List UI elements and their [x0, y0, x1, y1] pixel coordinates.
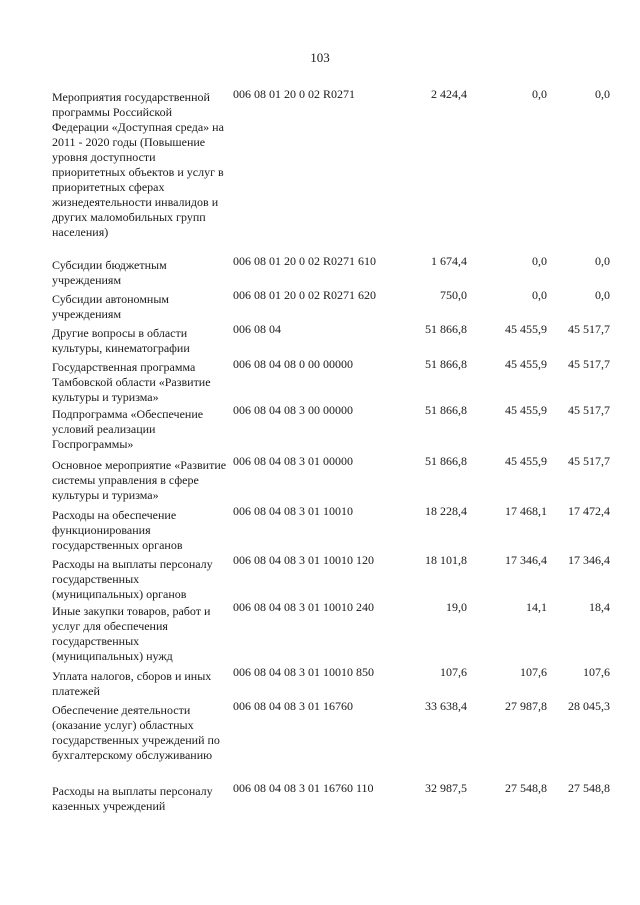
- row-value-1: 750,0: [440, 288, 467, 302]
- row-value-2: 45 455,9: [505, 322, 547, 336]
- row-value-1: 1 674,4: [431, 254, 467, 268]
- row-value-1: 51 866,8: [425, 322, 467, 336]
- row-value-1: 51 866,8: [425, 357, 467, 371]
- row-value-2: 45 455,9: [505, 454, 547, 468]
- page-number: 103: [310, 50, 330, 65]
- row-value-1: 32 987,5: [425, 781, 467, 795]
- row-code: 006 08 04 08 3 01 00000: [233, 454, 353, 468]
- row-value-3: 17 346,4: [568, 553, 610, 567]
- row-value-1: 2 424,4: [431, 87, 467, 101]
- row-code: 006 08 04 08 3 01 16760 110: [233, 781, 374, 795]
- row-code: 006 08 04 08 3 01 10010 850: [233, 665, 374, 679]
- row-value-1: 51 866,8: [425, 403, 467, 417]
- row-value-2: 45 455,9: [505, 357, 547, 371]
- row-value-3: 18,4: [589, 600, 610, 614]
- row-value-3: 0,0: [595, 254, 610, 268]
- row-value-2: 17 468,1: [505, 504, 547, 518]
- row-value-1: 18 228,4: [425, 504, 467, 518]
- row-description: Обеспечение деятельности (оказание услуг) областных государственных учреждений по бухгалтерскому обслуживанию: [52, 703, 220, 762]
- row-value-2: 0,0: [532, 87, 547, 101]
- row-code: 006 08 04 08 3 01 10010 120: [233, 553, 374, 567]
- row-value-2: 27 548,8: [505, 781, 547, 795]
- row-value-3: 17 472,4: [568, 504, 610, 518]
- row-description: Уплата налогов, сборов и иных платежей: [52, 669, 212, 698]
- row-code: 006 08 04: [233, 322, 281, 336]
- row-code: 006 08 04 08 0 00 00000: [233, 357, 353, 371]
- row-description: Иные закупки товаров, работ и услуг для обеспечения государственных (муниципальных) нужд: [52, 604, 211, 663]
- row-description: Другие вопросы в области культуры, кинематографии: [52, 326, 190, 355]
- row-value-2: 45 455,9: [505, 403, 547, 417]
- row-code: 006 08 01 20 0 02 R0271 620: [233, 288, 377, 302]
- row-value-1: 107,6: [440, 665, 467, 679]
- row-value-1: 18 101,8: [425, 553, 467, 567]
- row-code: 006 08 04 08 3 01 16760: [233, 699, 353, 713]
- row-description: Расходы на обеспечение функционирования государственных органов: [52, 508, 183, 552]
- row-value-3: 45 517,7: [568, 357, 610, 371]
- row-value-1: 33 638,4: [425, 699, 467, 713]
- row-code: 006 08 01 20 0 02 R0271: [233, 87, 356, 101]
- row-value-2: 107,6: [520, 665, 547, 679]
- row-value-2: 0,0: [532, 254, 547, 268]
- row-code: 006 08 04 08 3 00 00000: [233, 403, 353, 417]
- row-value-3: 27 548,8: [568, 781, 610, 795]
- row-value-2: 27 987,8: [505, 699, 547, 713]
- row-value-3: 0,0: [595, 288, 610, 302]
- row-value-3: 0,0: [595, 87, 610, 101]
- row-description: Субсидии автономным учреждениям: [52, 292, 169, 321]
- row-value-3: 45 517,7: [568, 454, 610, 468]
- row-description: Расходы на выплаты персоналу государственных (муниципальных) органов: [52, 557, 213, 601]
- row-description: Субсидии бюджетным учреждениям: [52, 258, 167, 287]
- row-description: Основное мероприятие «Развитие системы управления в сфере культуры и туризма»: [52, 458, 227, 502]
- row-value-1: 19,0: [446, 600, 467, 614]
- row-description: Расходы на выплаты персоналу казенных учреждений: [52, 784, 213, 813]
- row-description: Государственная программа Тамбовской области «Развитие культуры и туризма»: [52, 360, 211, 404]
- row-code: 006 08 01 20 0 02 R0271 610: [233, 254, 377, 268]
- row-code: 006 08 04 08 3 01 10010 240: [233, 600, 374, 614]
- row-code: 006 08 04 08 3 01 10010: [233, 504, 353, 518]
- row-description: Мероприятия государственной программы Российской Федерации «Доступная среда» на 2011 - 2020 годы (Повышение уровня доступности приоритетных объектов и услуг в приоритетных сферах жизнедеятельности инвалидов и других маломобильных групп населения): [52, 90, 224, 239]
- row-description: Подпрограмма «Обеспечение условий реализации Госпрограммы»: [52, 407, 204, 451]
- row-value-2: 0,0: [532, 288, 547, 302]
- row-value-2: 14,1: [526, 600, 547, 614]
- row-value-1: 51 866,8: [425, 454, 467, 468]
- row-value-3: 28 045,3: [568, 699, 610, 713]
- row-value-3: 45 517,7: [568, 322, 610, 336]
- row-value-3: 45 517,7: [568, 403, 610, 417]
- row-value-3: 107,6: [583, 665, 610, 679]
- row-value-2: 17 346,4: [505, 553, 547, 567]
